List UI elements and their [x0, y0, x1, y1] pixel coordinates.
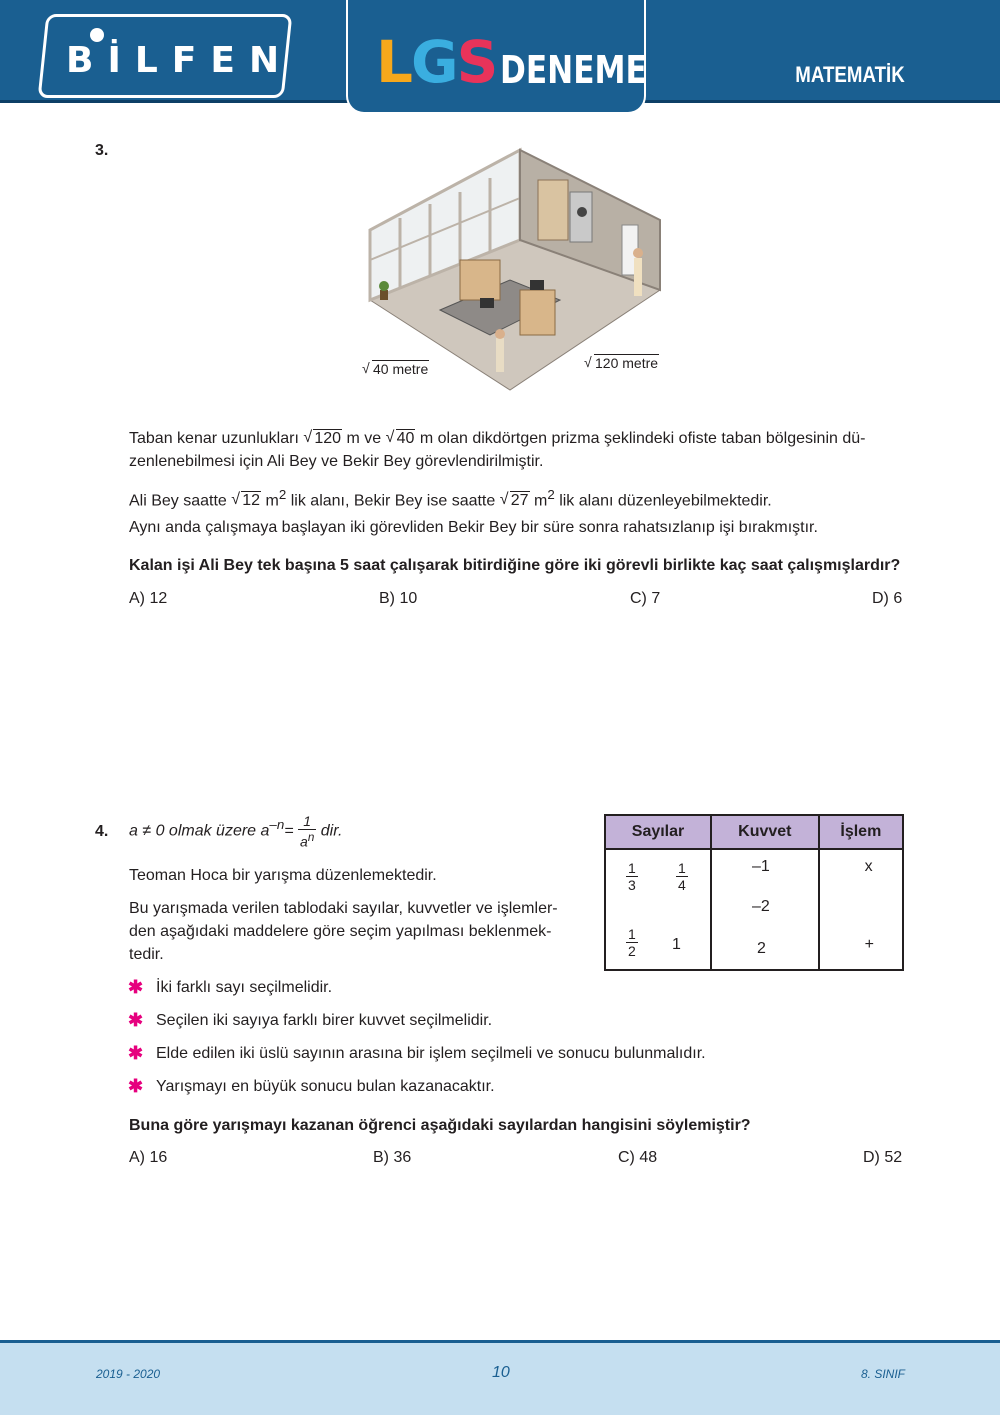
number-one[interactable]: 1 [672, 936, 681, 953]
number-one-third[interactable]: $\frac{1}{3}$ [628, 860, 636, 893]
q3-question-text: Kalan işi Ali Bey tek başına 5 saat çalışarak bitirdiğine göre iki görevli birlikte kaç saat çalışmışlardır? [129, 557, 901, 574]
question-number: 4. [95, 823, 109, 840]
q4-option-a[interactable]: A) 16 [129, 1149, 168, 1166]
exponent-rule: a ≠ 0 olmak üzere $a^{-n}=$ $\frac{1}{a^n}$ dir. [129, 813, 343, 850]
operations-cell [819, 849, 903, 970]
column-header-numbers: Sayılar [605, 815, 711, 849]
dimension-label-right: √ 120 metre [584, 355, 659, 371]
q4-option-d[interactable]: D) 52 [863, 1149, 903, 1166]
q4-option-b[interactable]: B) 36 [373, 1149, 412, 1166]
footer-divider [0, 1340, 1000, 1343]
q3-paragraph-2: Ali Bey saatte √ 12 $m^2$ lik alanı, Bekir Bey ise saatte √ 27 $m^2$ lik alanı düzenleyebilmektedir. [129, 483, 904, 512]
rule-item: İki farklı sayı seçilmelidir. [156, 979, 333, 996]
number-one-half[interactable]: $\frac{1}{2}$ [628, 926, 636, 959]
bullet-star-icon: ✱ [128, 977, 144, 997]
competition-table [604, 814, 904, 971]
operation-multiply[interactable]: x [864, 858, 873, 875]
rule-item: Yarışmayı en büyük sonucu bulan kazanacaktır. [156, 1078, 495, 1095]
question-number: 3. [95, 142, 109, 159]
rule-item: Seçilen iki sayıya farklı birer kuvvet seçilmelidir. [156, 1012, 493, 1029]
q4-option-c[interactable]: C) 48 [618, 1149, 658, 1166]
power-minus-one[interactable]: –1 [752, 858, 770, 875]
powers-cell [711, 849, 819, 970]
q3-option-b[interactable]: B) 10 [379, 590, 418, 607]
column-header-powers: Kuvvet [711, 815, 819, 849]
q3-option-c[interactable]: C) 7 [630, 590, 661, 607]
power-two[interactable]: 2 [757, 940, 766, 957]
q3-paragraph-1: Taban kenar uzunlukları √ 120 m ve √ 40 m olan dikdörtgen prizma şeklindeki ofiste taban bölgesinin dü- zenlenebilmesi için Ali Bey ve Bekir Bey görevlendirilmiştir. [129, 427, 904, 473]
q3-option-a[interactable]: A) 12 [129, 590, 168, 607]
bullet-star-icon: ✱ [128, 1043, 144, 1063]
operation-plus[interactable]: + [864, 936, 875, 953]
power-minus-two[interactable]: –2 [752, 898, 770, 915]
exam-logo-lgs: LGS [376, 28, 497, 96]
publisher-logo: BİLFEN [66, 40, 294, 81]
grade-level: 8. SINIF [860, 1367, 905, 1381]
page-number: 10 [492, 1364, 510, 1381]
q4-paragraph-1: Teoman Hoca bir yarışma düzenlemektedir. [129, 867, 437, 884]
q3-paragraph-3: Aynı anda çalışmaya başlayan iki görevliden Bekir Bey bir süre sonra rahatsızlanıp işi bırakmıştır. [129, 519, 818, 536]
q3-option-d[interactable]: D) 6 [872, 590, 903, 607]
numbers-cell [605, 849, 711, 970]
q4-paragraph-2: Bu yarışmada verilen tablodaki sayılar, kuvvetler ve işlemler- den aşağıdaki maddelere göre seçim yapılması beklenmek- tedir. [129, 900, 558, 963]
bullet-star-icon: ✱ [128, 1076, 144, 1096]
q4-question-text: Buna göre yarışmayı kazanan öğrenci aşağıdaki sayılardan hangisini söylemiştir? [129, 1117, 751, 1134]
bullet-star-icon: ✱ [128, 1010, 144, 1030]
column-header-operations: İşlem [819, 815, 903, 849]
exam-title: DENEME [500, 48, 647, 92]
subject-title: MATEMATİK [795, 62, 905, 87]
number-one-quarter[interactable]: $\frac{1}{4}$ [678, 860, 686, 893]
dimension-label-left: √ 40 metre [362, 361, 429, 377]
school-year: 2019 - 2020 [96, 1367, 161, 1381]
rule-item: Elde edilen iki üslü sayının arasına bir işlem seçilmeli ve sonucu bulunmalıdır. [156, 1045, 706, 1062]
